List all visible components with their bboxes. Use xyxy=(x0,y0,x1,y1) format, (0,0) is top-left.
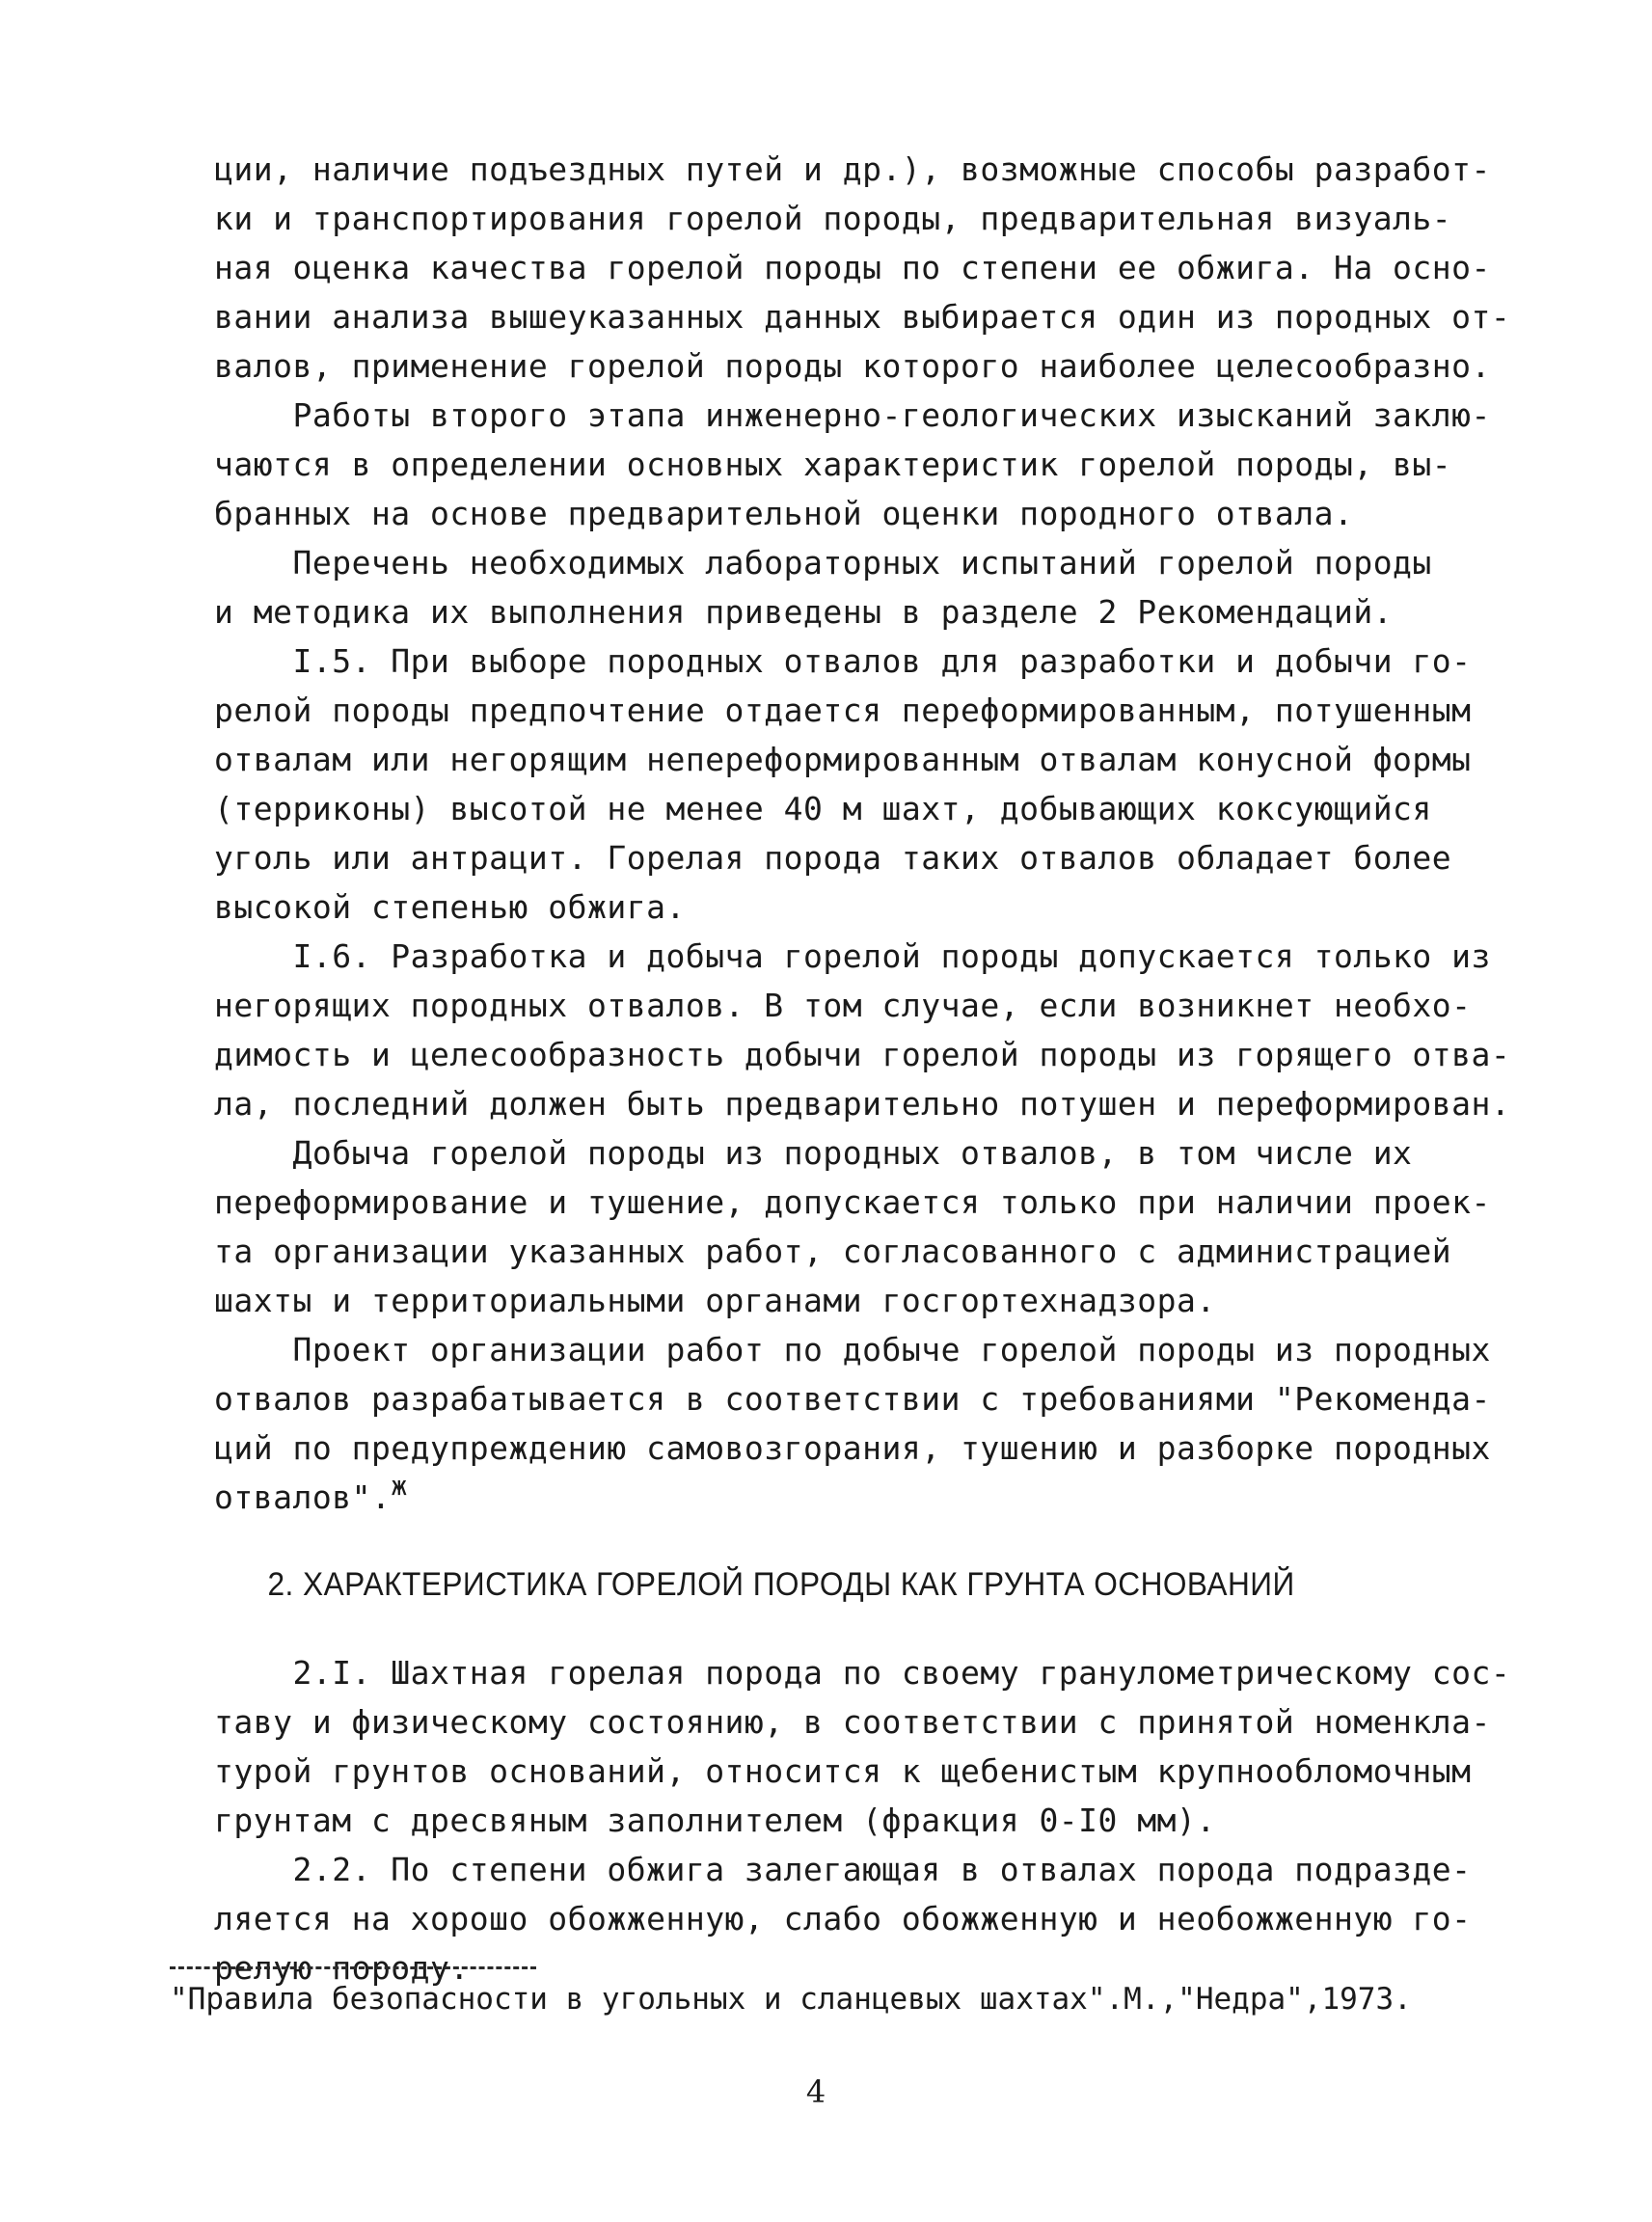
page-number: 4 xyxy=(805,2073,826,2110)
text-line: ки и транспортирования горелой породы, предварительная визуаль- xyxy=(214,200,1452,237)
text-line: ций по предупреждению самовозгорания, тушению и разборке породных xyxy=(214,1429,1491,1467)
text-line: Добыча горелой породы из породных отвалов, в том числе их xyxy=(214,1134,1413,1172)
text-line: переформирование и тушение, допускается только при наличии проек- xyxy=(214,1183,1491,1221)
text-line: (терриконы) высотой не менее 40 м шахт, добывающих коксующийся xyxy=(214,790,1432,827)
text-line: бранных на основе предварительной оценки породного отвала. xyxy=(214,495,1354,532)
text-line: валов, применение горелой породы которого наиболее целесообразно. xyxy=(214,347,1491,385)
text-line: шахты и территориальными органами госгортехнадзора. xyxy=(214,1282,1216,1319)
body-text xyxy=(214,145,1511,1992)
text-line: Перечень необходимых лабораторных испытаний горелой породы xyxy=(214,544,1432,582)
footnote: "Правила безопасности в угольных и сланцевых шахтах".М.,"Недра",1973. xyxy=(170,1982,1412,2017)
text-line: высокой степенью обжига. xyxy=(214,888,686,926)
text-line: ции, наличие подъездных путей и др.), возможные способы разработ- xyxy=(214,150,1491,188)
text-line: Работы второго этапа инженерно-геологических изысканий заклю- xyxy=(214,396,1491,434)
text-line: отвалам или негорящим непереформированным отвалам конусной формы xyxy=(214,741,1472,778)
text-line: таву и физическому состоянию, в соответствии с принятой номенкла- xyxy=(214,1703,1491,1741)
text-line: турой грунтов оснований, относится к щебенистым крупнообломочным xyxy=(214,1752,1472,1790)
text-line: Проект организации работ по добыче горелой породы из породных xyxy=(214,1331,1491,1368)
text-line: димость и целесообразность добычи горелой породы из горящего отва- xyxy=(214,1036,1511,1073)
footnote-divider xyxy=(170,1966,536,1969)
text-line: та организации указанных работ, согласованного с администрацией xyxy=(214,1233,1452,1270)
text-line: I.5. При выборе породных отвалов для разработки и добычи го- xyxy=(214,642,1472,680)
text-line: релой породы предпочтение отдается переформированным, потушенным xyxy=(214,691,1472,729)
text-line: чаются в определении основных характеристик горелой породы, вы- xyxy=(214,446,1452,483)
footnote-ref-mark: ж xyxy=(391,1470,408,1502)
text-line: уголь или антрацит. Горелая порода таких отвалов обладает более xyxy=(214,839,1452,877)
text-fragment: отвалов". xyxy=(214,1478,392,1516)
section-heading: 2. ХАРАКТЕРИСТИКА ГОРЕЛОЙ ПОРОДЫ КАК ГРУНТА ОСНОВАНИЙ xyxy=(214,1566,1295,1603)
text-line: отвалов разрабатывается в соответствии с требованиями "Рекоменда- xyxy=(214,1380,1491,1418)
text-line: и методика их выполнения приведены в разделе 2 Рекомендаций. xyxy=(214,593,1394,631)
text-line: 2.I. Шахтная горелая порода по своему гранулометрическому сос- xyxy=(214,1654,1511,1692)
spacer xyxy=(214,1610,1468,1648)
spacer xyxy=(214,1522,1468,1560)
text-line-with-footnote-ref xyxy=(214,1470,1468,1522)
text-line: грунтам с дресвяным заполнителем (фракция 0-I0 мм). xyxy=(214,1802,1216,1839)
text-line: ная оценка качества горелой породы по степени ее обжига. На осно- xyxy=(214,249,1491,286)
text-line: негорящих породных отвалов. В том случае, если возникнет необхо- xyxy=(214,987,1472,1024)
text-line: релую породу. xyxy=(214,1949,470,1987)
text-line: 2.2. По степени обжига залегающая в отвалах порода подразде- xyxy=(214,1851,1472,1888)
text-line: ляется на хорошо обожженную, слабо обожженную и необожженную го- xyxy=(214,1900,1472,1937)
text-line: ла, последний должен быть предварительно потушен и переформирован. xyxy=(214,1085,1511,1123)
text-line: I.6. Разработка и добыча горелой породы допускается только из xyxy=(214,937,1491,975)
text-line: вании анализа вышеуказанных данных выбирается один из породных от- xyxy=(214,298,1511,336)
